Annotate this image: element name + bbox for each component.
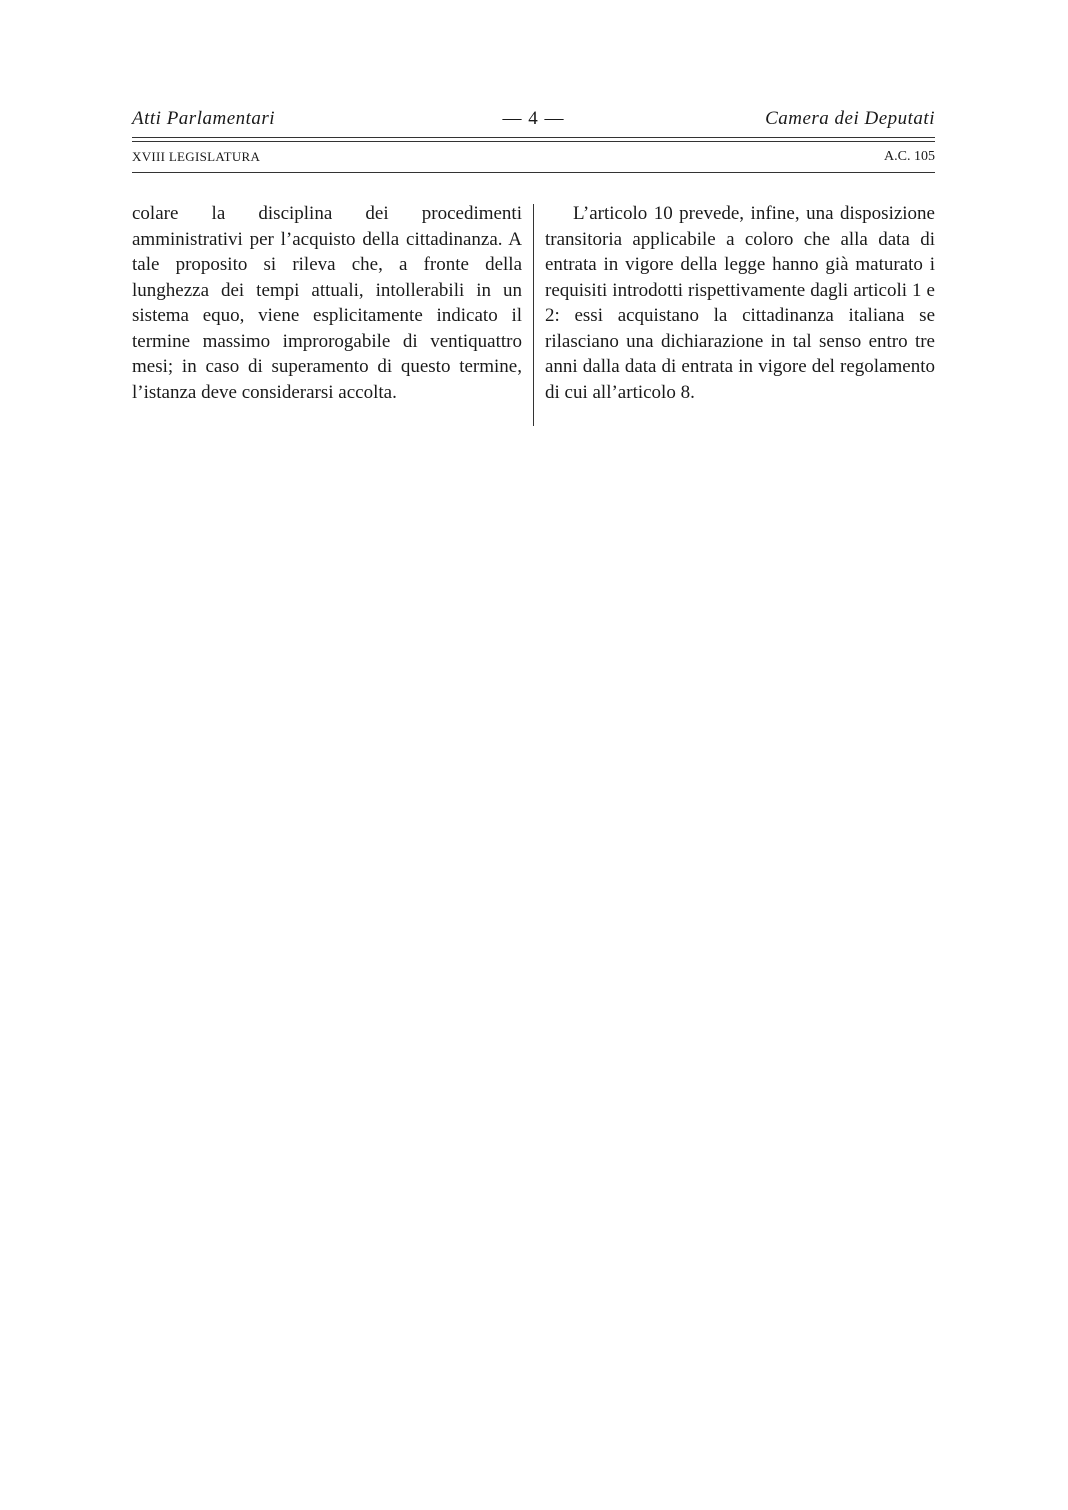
bill-number: A.C. 105 (884, 149, 935, 164)
paragraph-left: colare la disciplina dei procedimenti amministrativi per l’acquisto della cittadinanza. A tale proposito si rileva che, a fronte della lunghezza dei tempi attuali, intollerabili in un sistema equo, viene esplicitamente indicato il termine massimo improrogabile di ventiquattro mesi; in caso di superamento di questo termine, l’istanza deve considerarsi accolta. (132, 203, 522, 403)
header-chamber: Camera dei Deputati (765, 108, 935, 129)
page-number: — 4 — (502, 108, 565, 129)
header-publication: Atti Parlamentari (132, 108, 276, 129)
running-header (132, 108, 935, 136)
header-double-rule (132, 137, 935, 142)
text-column-right (545, 201, 935, 405)
header-rule (132, 172, 935, 173)
legislature-label: XVIII LEGISLATURA (132, 149, 261, 164)
running-subheader (132, 149, 935, 167)
paragraph-right: L’articolo 10 prevede, infine, una disposizione transitoria applicabile a coloro che alla data di entrata in vigore della legge hanno già maturato i requisiti introdotti rispettivamente dagli articoli 1 e 2: essi acquistano la cittadinanza italiana se rilasciano una dichiarazione in tal senso entro tre anni dalla data di entrata in vigore del regolamento di cui all’articolo 8. (545, 203, 935, 403)
column-divider (533, 204, 534, 426)
text-column-left (132, 201, 522, 405)
